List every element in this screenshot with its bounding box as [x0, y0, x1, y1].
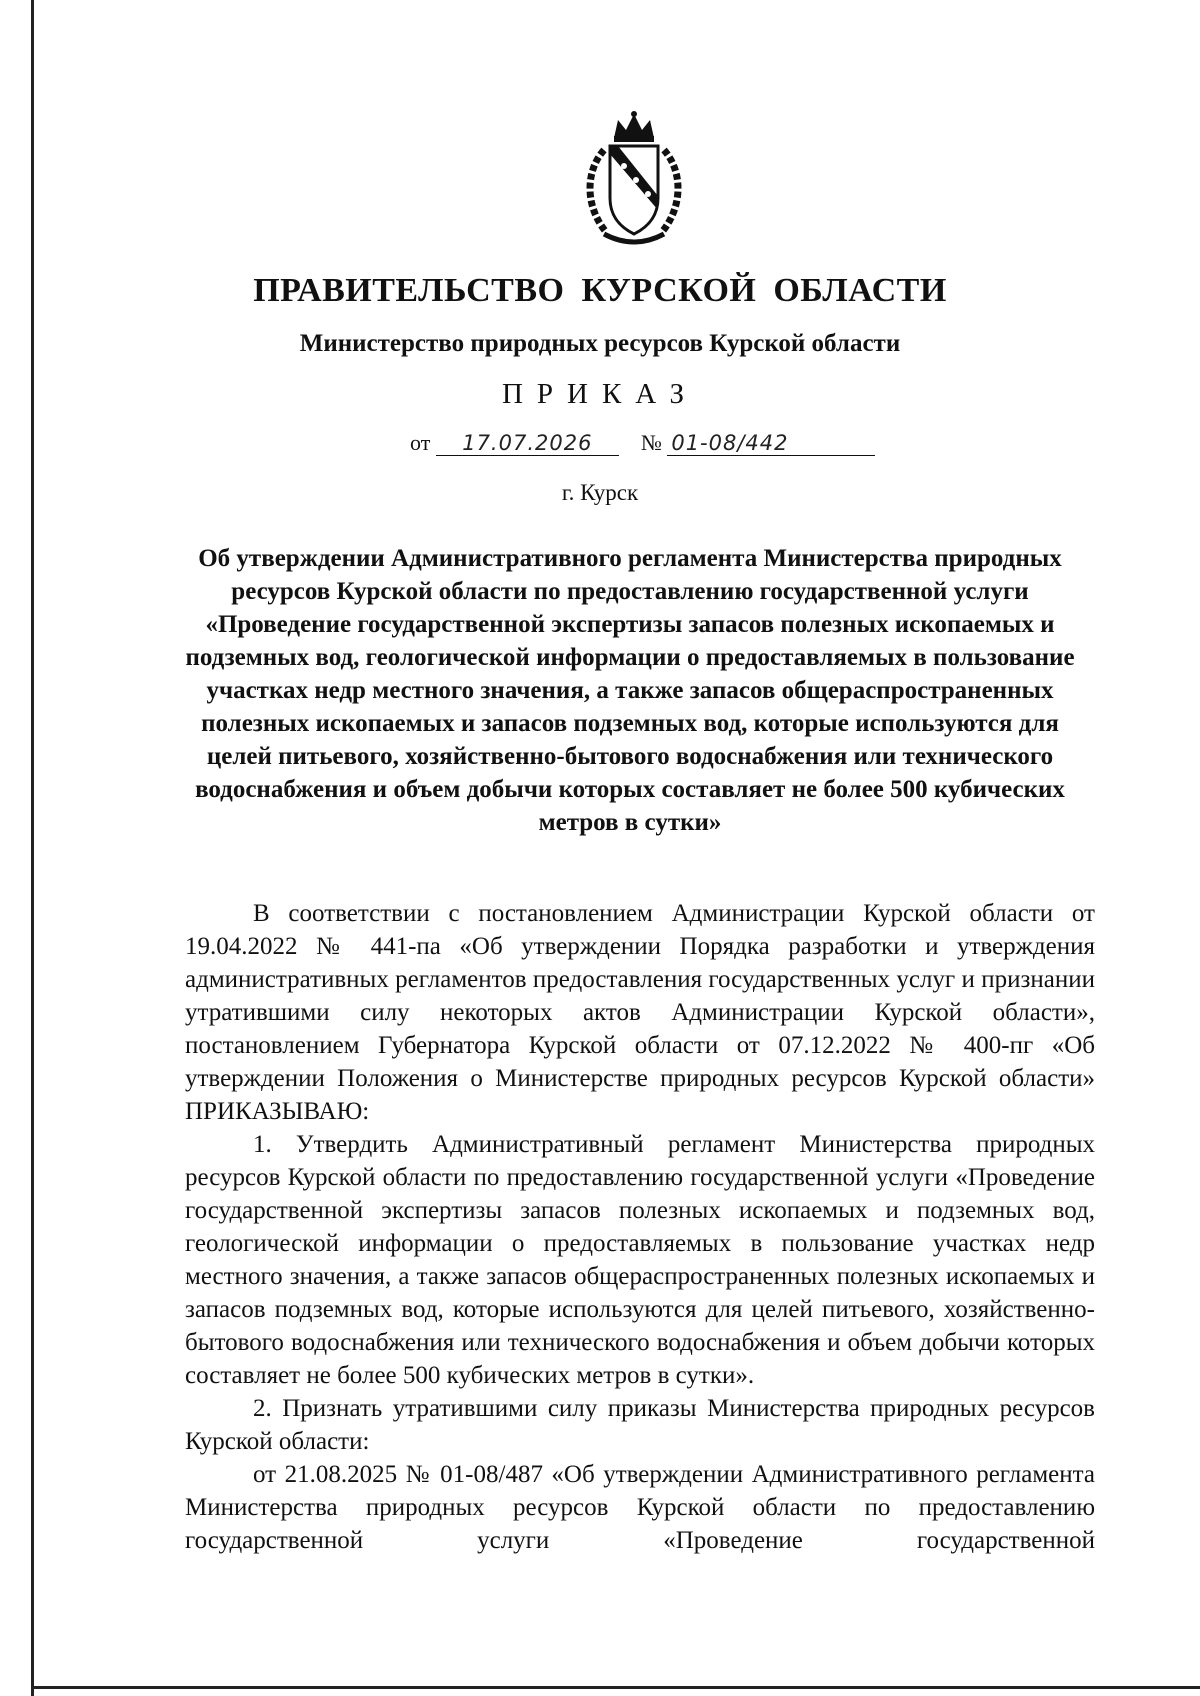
- government-title: ПРАВИТЕЛЬСТВО КУРСКОЙ ОБЛАСТИ: [253, 272, 947, 309]
- date-number-line: [410, 430, 875, 456]
- date-field: 17.07.2026: [436, 431, 619, 456]
- order-title: Об утверждении Административного регламента Министерства природных ресурсов Курской области по предоставлению государственной услуги «Проведение государственной экспертизы запасов полезных ископаемых и подземных вод, геологической информации о предоставляемых в пользование участках недр местного значения, а также запасов общераспространенных полезных ископаемых и запасов подземных вод, которые используются для целей питьевого, хозяйственно-бытового водоснабжения или технического водоснабжения и объем добычи которых составляет не более 500 кубических метров в сутки»: [185, 545, 1075, 836]
- page-left-border: [31, 0, 34, 1696]
- order-body: [185, 897, 1095, 1557]
- paragraph-preamble: В соответствии с постановлением Администрации Курской области от 19.04.2022 № 441-па «Об утверждении Порядка разработки и утверждения административных регламентов предоставления государственных услуг и признании утратившими силу некоторых актов Администрации Курской области», постановлением Губернатора Курской области от 07.12.2022 № 400-пг «Об утверждении Положения о Министерстве природных ресурсов Курской области» ПРИКАЗЫВАЮ:: [185, 900, 1095, 1125]
- number-field: 01-08/442: [667, 431, 875, 456]
- ministry-name: Министерство природных ресурсов Курской области: [299, 330, 901, 357]
- coat-of-arms-icon: [574, 110, 694, 250]
- paragraph-repealed-order: от 21.08.2025 № 01-08/487 «Об утверждении Административного регламента Министерства природных ресурсов Курской области по предоставлению государственной услуги «Проведение государственной: [185, 1461, 1095, 1554]
- city: г. Курск: [561, 480, 639, 505]
- number-prefix: №: [640, 430, 662, 455]
- page-bottom-border: [31, 1686, 1200, 1689]
- date-prefix: от: [410, 430, 431, 455]
- document-type: ПРИКАЗ: [501, 378, 699, 410]
- paragraph-item-2: 2. Признать утратившими силу приказы Министерства природных ресурсов Курской области:: [185, 1395, 1095, 1455]
- paragraph-item-1: 1. Утвердить Административный регламент Министерства природных ресурсов Курской области по предоставлению государственной услуги «Проведение государственной экспертизы запасов полезных ископаемых и подземных вод, геологической информации о предоставляемых в пользование участках недр местного значения, а также запасов общераспространенных полезных ископаемых и запасов подземных вод, которые используются для целей питьевого, хозяйственно-бытового водоснабжения или технического водоснабжения и объем добычи которых составляет не более 500 кубических метров в сутки».: [185, 1131, 1095, 1389]
